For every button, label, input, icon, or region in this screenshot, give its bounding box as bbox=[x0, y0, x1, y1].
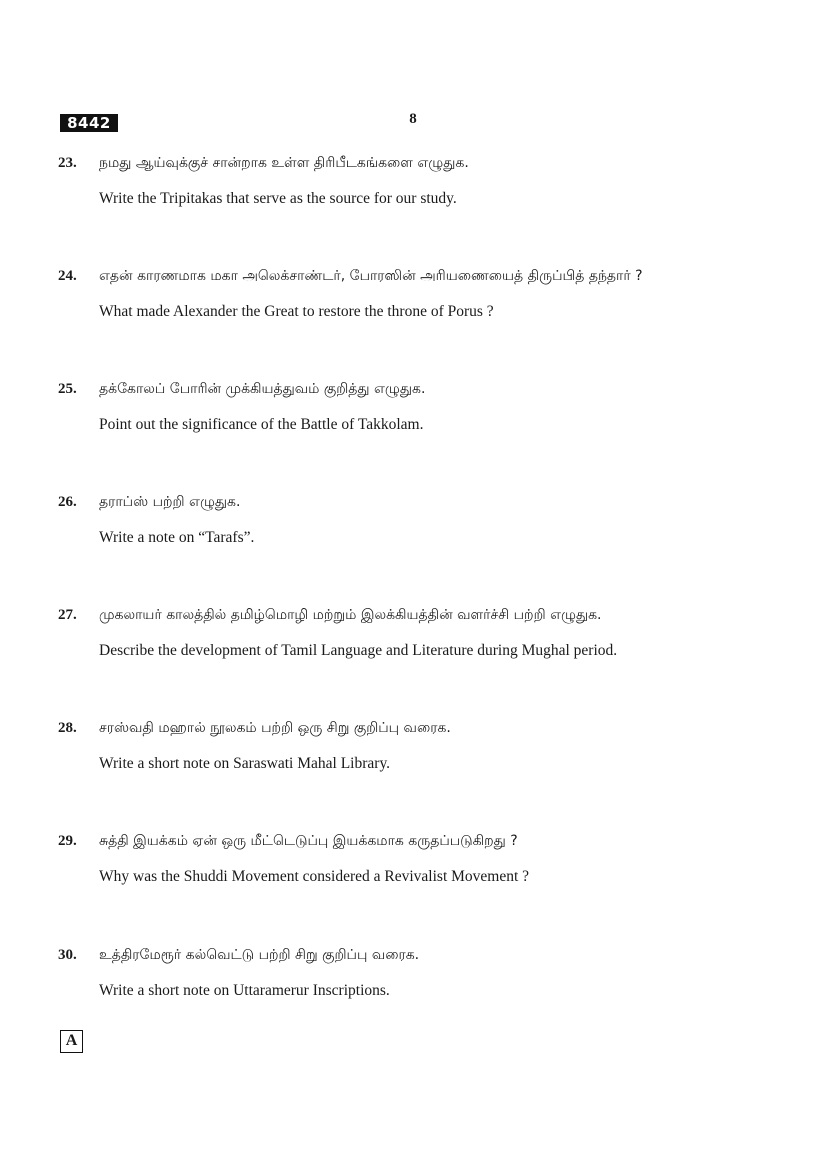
question-text-tamil: நமது ஆய்வுக்குச் சான்றாக உள்ள திரிபீடகங்களை எழுதுக. bbox=[99, 155, 469, 171]
question-text-tamil: தராப்ஸ் பற்றி எழுதுக. bbox=[99, 494, 241, 510]
question-text-tamil: உத்திரமேரூர் கல்வெட்டு பற்றி சிறு குறிப்பு வரைக. bbox=[99, 947, 420, 963]
question-text-english: Write a note on “Tarafs”. bbox=[99, 529, 255, 546]
question-text-english: Point out the significance of the Battle of Takkolam. bbox=[99, 416, 424, 433]
question-text-tamil: சுத்தி இயக்கம் ஏன் ஒரு மீட்டெடுப்பு இயக்கமாக கருதப்படுகிறது ? bbox=[99, 833, 518, 849]
question-paper-code: 8442 bbox=[60, 114, 118, 132]
question-text-tamil: எதன் காரணமாக மகா அலெக்சாண்டர், போரஸின் அரியணையைத் திருப்பித் தந்தார் ? bbox=[99, 268, 643, 284]
question-number: 25. bbox=[58, 381, 77, 397]
question-text-tamil: தக்கோலப் போரின் முக்கியத்துவம் குறித்து எழுதுக. bbox=[99, 381, 426, 397]
question-number: 24. bbox=[58, 268, 77, 284]
question-text-tamil: சரஸ்வதி மஹால் நூலகம் பற்றி ஒரு சிறு குறிப்பு வரைக. bbox=[99, 720, 451, 736]
question-text-english: Why was the Shuddi Movement considered a Revivalist Movement ? bbox=[99, 868, 530, 885]
page-number: 8 bbox=[409, 111, 417, 127]
question-number: 30. bbox=[58, 947, 77, 963]
question-number: 27. bbox=[58, 607, 77, 623]
series-label: A bbox=[60, 1030, 83, 1053]
question-text-english: Write a short note on Saraswati Mahal Library. bbox=[99, 755, 391, 772]
question-text-english: What made Alexander the Great to restore the throne of Porus ? bbox=[99, 303, 494, 320]
question-number: 29. bbox=[58, 833, 77, 849]
question-number: 28. bbox=[58, 720, 77, 736]
question-text-english: Write the Tripitakas that serve as the source for our study. bbox=[99, 190, 457, 207]
question-text-tamil: முகலாயர் காலத்தில் தமிழ்மொழி மற்றும் இலக்கியத்தின் வளர்ச்சி பற்றி எழுதுக. bbox=[99, 607, 602, 623]
question-text-english: Write a short note on Uttaramerur Inscriptions. bbox=[99, 982, 390, 999]
question-number: 23. bbox=[58, 155, 77, 171]
question-text-english: Describe the development of Tamil Language and Literature during Mughal period. bbox=[99, 642, 618, 659]
question-number: 26. bbox=[58, 494, 77, 510]
